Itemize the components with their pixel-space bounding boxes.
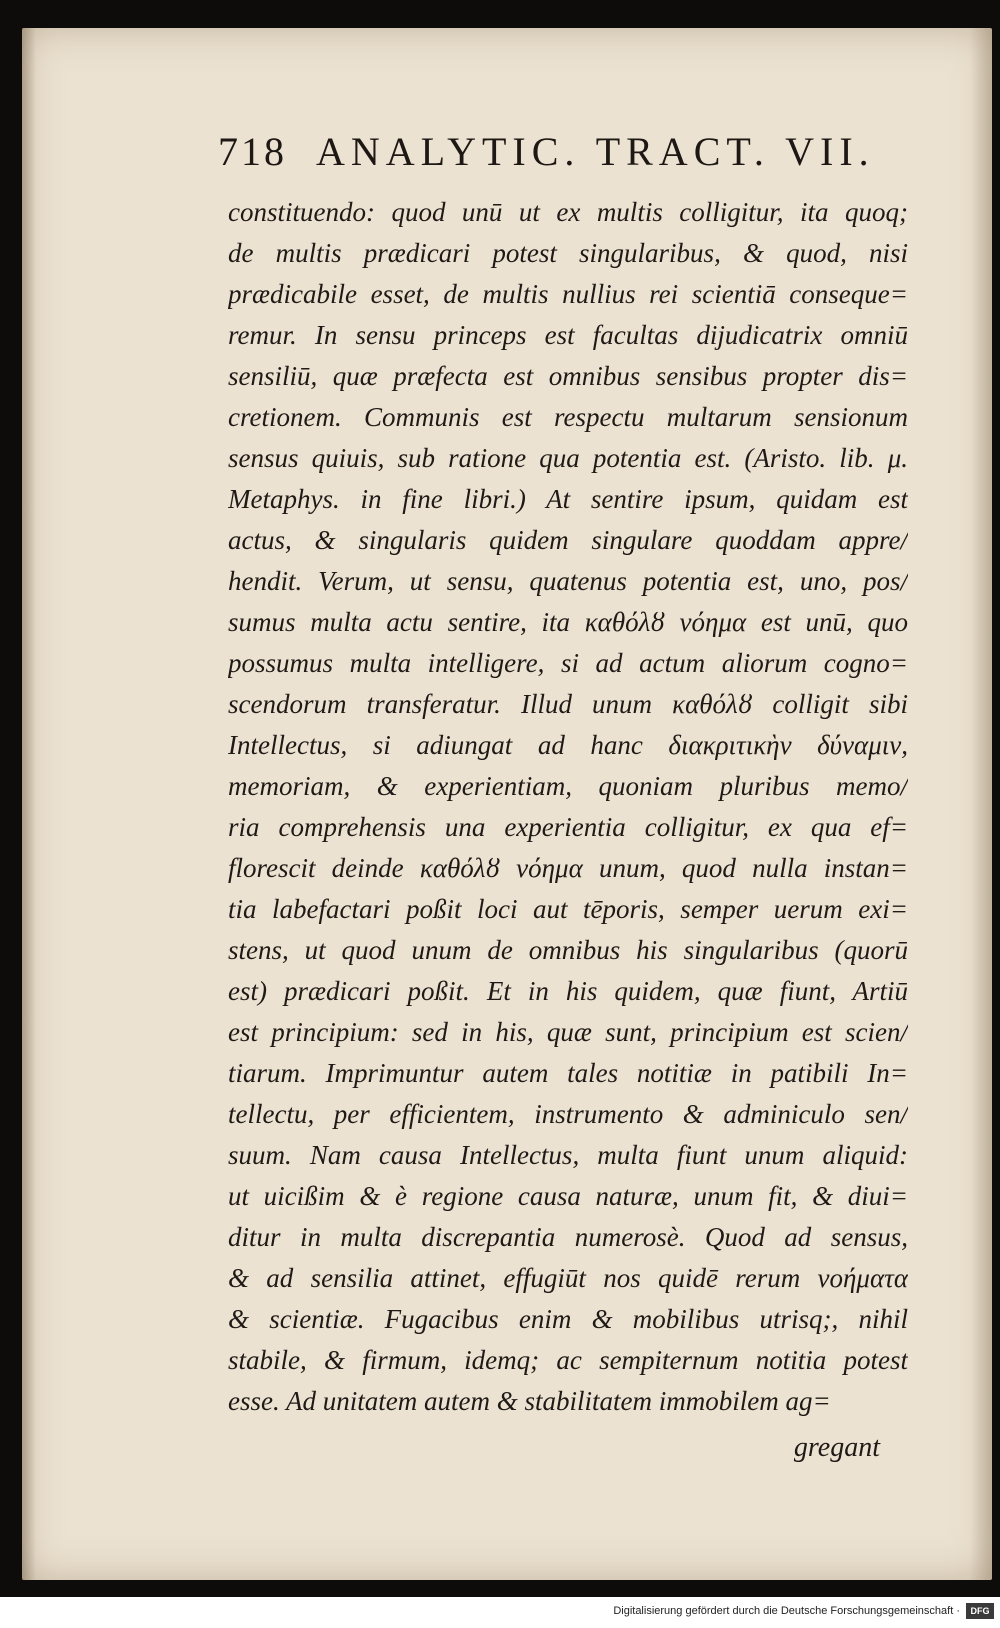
text-line: esse. Ad unitatem autem & stabilitatem immobilem ag= [228, 1386, 831, 1416]
text-line: ria comprehensis una experientia colligitur, ex qua ef= [228, 812, 908, 842]
text-line: est) prædicari poßit. Et in his quidem, quæ fiunt, Artiū [228, 976, 908, 1006]
text-line: ditur in multa discrepantia numerosè. Quod ad sensus, [228, 1222, 908, 1252]
text-line: stabile, & firmum, idemq; ac sempiternum notitia potest [228, 1345, 908, 1375]
dfg-logo: DFG [966, 1603, 994, 1619]
running-title: ANALYTIC. TRACT. VII. [316, 129, 875, 174]
text-line: & ad sensilia attinet, effugiūt nos quidē rerum νοήματα [228, 1263, 908, 1293]
text-line: hendit. Verum, ut sensu, quatenus potentia est, uno, pos/ [228, 566, 908, 596]
page-number: 718 [218, 129, 287, 174]
text-line: sumus multa actu sentire, ita καθόλȣ νόημα est unū, quo [228, 607, 908, 637]
text-line: sensus quiuis, sub ratione qua potentia est. (Aristo. lib. μ. [228, 443, 908, 473]
text-line: actus, & singularis quidem singulare quoddam appre/ [228, 525, 908, 555]
text-line: memoriam, & experientiam, quoniam pluribus memo/ [228, 771, 908, 801]
text-line: ut uicißim & è regione causa naturæ, unum fit, & diui= [228, 1181, 908, 1211]
text-line: sensiliū, quæ præfecta est omnibus sensibus propter dis= [228, 361, 908, 391]
text-line: & scientiæ. Fugacibus enim & mobilibus utrisq;, nihil [228, 1304, 908, 1334]
text-line: tia labefactari poßit loci aut tēporis, semper uerum exi= [228, 894, 908, 924]
text-line: est principium: sed in his, quæ sunt, principium est scien/ [228, 1017, 908, 1047]
text-line: tiarum. Imprimuntur autem tales notitiæ in patibili In= [228, 1058, 908, 1088]
text-line: Metaphys. in fine libri.) At sentire ipsum, quidam est [228, 484, 908, 514]
text-line: Intellectus, si adiungat ad hanc διακριτικὴν δύναμιν, [228, 730, 908, 760]
text-line: cretionem. Communis est respectu multarum sensionum [228, 402, 908, 432]
digitization-credit: Digitalisierung gefördert durch die Deutsche Forschungsgemeinschaft · [613, 1605, 960, 1617]
text-line: stens, ut quod unum de omnibus his singularibus (quorū [228, 935, 908, 965]
gutter-shadow [22, 28, 36, 1580]
text-line: constituendo: quod unū ut ex multis colligitur, ita quoq; [228, 197, 908, 227]
text-line: prædicabile esset, de multis nullius rei scientiā conseque= [228, 279, 908, 309]
text-line: scendorum transferatur. Illud unum καθόλȣ colligit sibi [228, 689, 908, 719]
text-line: de multis prædicari potest singularibus, & quod, nisi [228, 238, 908, 268]
text-line: possumus multa intelligere, si ad actum aliorum cogno= [228, 648, 908, 678]
catchword: gregant [793, 1432, 880, 1463]
page-edge-shadow [970, 28, 992, 1580]
running-head [218, 128, 878, 188]
text-line: remur. In sensu princeps est facultas dijudicatrix omniū [228, 320, 908, 350]
body-text [228, 192, 908, 1422]
text-line: suum. Nam causa Intellectus, multa fiunt unum aliquid: [228, 1140, 908, 1170]
footer-bar [0, 1597, 1000, 1628]
text-line: tellectu, per efficientem, instrumento & adminiculo sen/ [228, 1099, 908, 1129]
text-line: florescit deinde καθόλȣ νόημα unum, quod nulla instan= [228, 853, 908, 883]
